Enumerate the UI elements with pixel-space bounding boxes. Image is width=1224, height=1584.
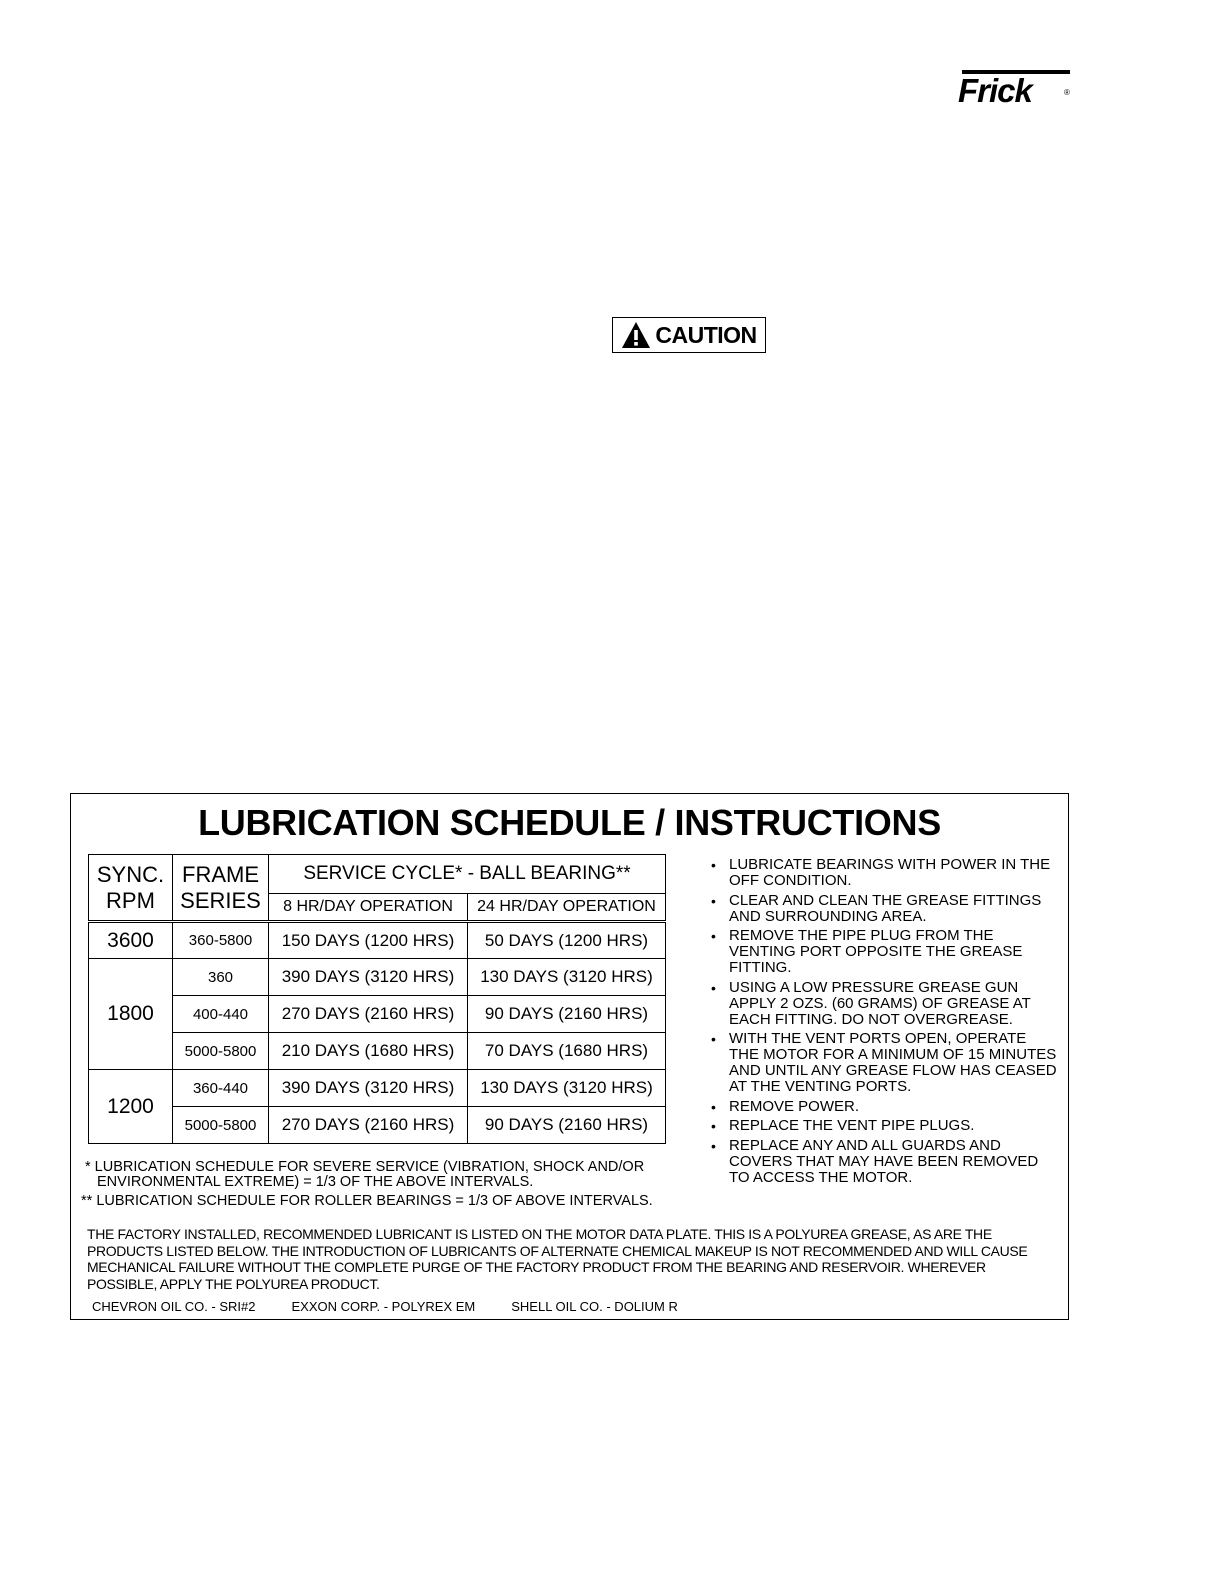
- table-row: [89, 996, 666, 1033]
- frame-cell: 360: [173, 959, 269, 996]
- instruction-item: • LUBRICATE BEARINGS WITH POWER IN THE OFF CONDITION.: [707, 857, 1057, 889]
- cycle-8hr-cell: 390 DAYS (3120 HRS): [269, 1070, 468, 1107]
- cycle-8hr-cell: 270 DAYS (2160 HRS): [269, 1107, 468, 1144]
- header-24hr: 24 HR/DAY OPERATION: [468, 894, 666, 922]
- cycle-8hr-cell: 150 DAYS (1200 HRS): [269, 922, 468, 959]
- logo-text: Frick: [958, 72, 1032, 109]
- header-sync-rpm: [89, 855, 173, 922]
- instruction-item: • USING A LOW PRESSURE GREASE GUN APPLY 2 OZS. (60 GRAMS) OF GREASE AT EACH FITTING. DO NOT OVERGREASE.: [707, 980, 1057, 1028]
- footnotes: [81, 1160, 701, 1209]
- product-item: CHEVRON OIL CO. - SRI#2: [92, 1299, 256, 1314]
- rpm-cell: 1800: [89, 959, 173, 1070]
- header-frame-series: [173, 855, 269, 922]
- table-row: [89, 922, 666, 959]
- footnote-roller-bearings: ** LUBRICATION SCHEDULE FOR ROLLER BEARINGS = 1/3 OF ABOVE INTERVALS.: [81, 1193, 653, 1209]
- instruction-item: • WITH THE VENT PORTS OPEN, OPERATE THE MOTOR FOR A MINIMUM OF 15 MINUTES AND UNTIL ANY GREASE FLOW HAS CEASED AT THE VENTING PORTS.: [707, 1031, 1057, 1095]
- caution-label: CAUTION: [655, 321, 757, 348]
- cycle-8hr-cell: 210 DAYS (1680 HRS): [269, 1033, 468, 1070]
- header-rpm-line1: SYNC.: [96, 861, 165, 887]
- header-frame-line1: FRAME: [182, 861, 259, 887]
- cycle-24hr-cell: 130 DAYS (3120 HRS): [468, 1070, 666, 1107]
- caution-banner: [612, 317, 766, 353]
- instruction-item: • REPLACE ANY AND ALL GUARDS AND COVERS THAT MAY HAVE BEEN REMOVED TO ACCESS THE MOTOR.: [707, 1138, 1057, 1186]
- rpm-cell: 1200: [89, 1070, 173, 1144]
- cycle-8hr-cell: 270 DAYS (2160 HRS): [269, 996, 468, 1033]
- logo-registered-mark: ®: [1064, 88, 1070, 97]
- footnote-severe-service-cont: ENVIRONMENTAL EXTREME) = 1/3 OF THE ABOVE INTERVALS.: [97, 1174, 534, 1190]
- cycle-24hr-cell: 130 DAYS (3120 HRS): [468, 959, 666, 996]
- cycle-24hr-cell: 50 DAYS (1200 HRS): [468, 922, 666, 959]
- instruction-item: • REPLACE THE VENT PIPE PLUGS.: [707, 1118, 1057, 1134]
- panel-title: LUBRICATION SCHEDULE / INSTRUCTIONS: [198, 802, 941, 843]
- header-rpm-line2: RPM: [106, 887, 155, 913]
- cycle-24hr-cell: 90 DAYS (2160 HRS): [468, 996, 666, 1033]
- factory-lubricant-note: THE FACTORY INSTALLED, RECOMMENDED LUBRICANT IS LISTED ON THE MOTOR DATA PLATE. THIS IS A POLYUREA GREASE, AS ARE THE PRODUCTS LISTED BELOW. THE INTRODUCTION OF LUBRICANTS OF ALTERNATE CHEMICAL MAKEUP IS NOT RECOMMENDED AND WILL CAUSE MECHANICAL FAILURE WITHOUT THE COMPLETE PURGE OF THE FACTORY PRODUCT FROM THE BEARING AND RESERVOIR. WHEREVER POSSIBLE, APPLY THE POLYUREA PRODUCT.: [87, 1226, 1028, 1292]
- rpm-cell: 3600: [89, 922, 173, 959]
- header-service-cycle: SERVICE CYCLE* - BALL BEARING**: [269, 855, 666, 894]
- instruction-item: • REMOVE THE PIPE PLUG FROM THE VENTING PORT OPPOSITE THE GREASE FITTING.: [707, 928, 1057, 976]
- table-row: [89, 1107, 666, 1144]
- frick-logo: [956, 70, 1070, 110]
- instruction-item: • REMOVE POWER.: [707, 1099, 1057, 1115]
- header-frame-line2: SERIES: [180, 887, 261, 913]
- instruction-list: [707, 857, 1057, 1189]
- frame-cell: 360-440: [173, 1070, 269, 1107]
- cycle-24hr-cell: 70 DAYS (1680 HRS): [468, 1033, 666, 1070]
- cycle-8hr-cell: 390 DAYS (3120 HRS): [269, 959, 468, 996]
- product-list: [92, 1299, 678, 1314]
- product-item: EXXON CORP. - POLYREX EM: [291, 1299, 476, 1314]
- warning-triangle-icon: [621, 321, 651, 349]
- product-item: SHELL OIL CO. - DOLIUM R: [511, 1299, 678, 1314]
- frame-cell: 5000-5800: [173, 1107, 269, 1144]
- table-row: [89, 959, 666, 996]
- instruction-item: • CLEAR AND CLEAN THE GREASE FITTINGS AND SURROUNDING AREA.: [707, 893, 1057, 925]
- header-8hr: 8 HR/DAY OPERATION: [269, 894, 468, 922]
- frame-cell: 400-440: [173, 996, 269, 1033]
- lubrication-schedule-table: [88, 854, 666, 1144]
- lubrication-schedule-panel: [70, 793, 1069, 1320]
- frame-cell: 5000-5800: [173, 1033, 269, 1070]
- footnote-severe-service: * LUBRICATION SCHEDULE FOR SEVERE SERVICE (VIBRATION, SHOCK AND/OR: [85, 1159, 645, 1175]
- table-row: [89, 1070, 666, 1107]
- frame-cell: 360-5800: [173, 922, 269, 959]
- cycle-24hr-cell: 90 DAYS (2160 HRS): [468, 1107, 666, 1144]
- table-row: [89, 1033, 666, 1070]
